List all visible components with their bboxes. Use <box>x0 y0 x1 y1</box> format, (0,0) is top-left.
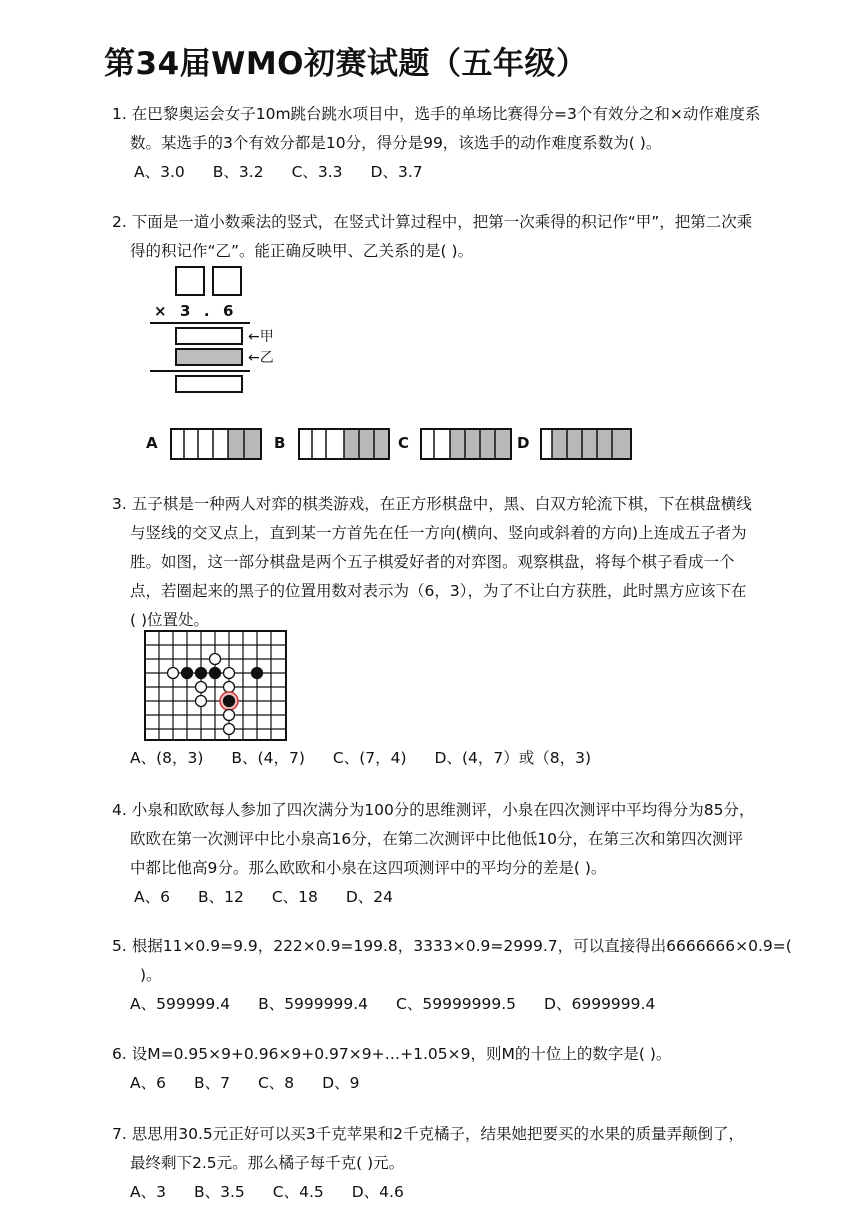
question-5 <box>112 932 792 1018</box>
label-jia: ←甲 <box>248 329 274 345</box>
question-text: 7. 思思用30.5元正好可以买3千克苹果和2千克橘子，结果她把要买的水果的质量弄颠倒了， <box>112 1125 744 1143</box>
question-text: 数。某选手的3个有效分都是10分，得分是99，该选手的动作难度系数为( )。 <box>130 134 662 152</box>
option-d[interactable]: D、6999999.4 <box>544 995 656 1013</box>
option-b[interactable]: B、5999999.4 <box>258 995 369 1013</box>
white-stone <box>224 682 235 693</box>
option-a[interactable]: A、6 <box>134 888 170 906</box>
question-text: )。 <box>140 966 162 984</box>
options <box>130 744 810 772</box>
option-d[interactable]: D、9 <box>322 1074 360 1092</box>
choice-label-c[interactable]: C <box>398 434 410 452</box>
option-d[interactable]: D、4.6 <box>351 1183 404 1201</box>
options <box>112 883 792 911</box>
option-b[interactable]: B、3.5 <box>193 1183 245 1201</box>
bar-option-c[interactable] <box>420 428 512 460</box>
option-a[interactable]: A、6 <box>130 1074 166 1092</box>
option-c[interactable]: C、3.3 <box>291 163 343 181</box>
question-3 <box>112 490 792 635</box>
options <box>112 990 792 1018</box>
option-c[interactable]: C、(7，4) <box>332 749 407 767</box>
option-b[interactable]: B、3.2 <box>212 163 264 181</box>
question-text: 4. 小泉和欧欧每人参加了四次满分为100分的思维测评，小泉在四次测评中平均得分为85分， <box>112 801 755 819</box>
result-box <box>175 375 243 393</box>
multiplier: × 3 . 6 <box>154 302 235 320</box>
question-text: 3. 五子棋是一种两人对弈的棋类游戏，在正方形棋盘中，黑、白双方轮流下棋，下在棋盘横线 <box>112 495 752 513</box>
white-stone <box>224 668 235 679</box>
question-text: 最终剩下2.5元。那么橘子每千克( )元。 <box>130 1154 405 1172</box>
white-stone <box>224 724 235 735</box>
options <box>112 158 792 186</box>
question-text: 6. 设M=0.95×9+0.96×9+0.97×9+…+1.05×9，则M的十位上的数字是( )。 <box>112 1045 672 1063</box>
option-a[interactable]: A、3.0 <box>134 163 185 181</box>
option-c[interactable]: C、8 <box>257 1074 295 1092</box>
options <box>112 1178 792 1206</box>
option-b[interactable]: B、(4，7) <box>231 749 305 767</box>
choice-label-a[interactable]: A <box>146 434 158 452</box>
choice-label-b[interactable]: B <box>274 434 286 452</box>
page-title: 第34届WMO初赛试题（五年级） <box>104 46 588 82</box>
choice-label-d[interactable]: D <box>517 434 530 452</box>
product-jia-box <box>175 327 243 345</box>
question-text: 欧欧在第一次测评中比小泉高16分，在第二次测评中比他低10分，在第三次和第四次测评 <box>130 830 743 848</box>
option-a[interactable]: A、3 <box>130 1183 166 1201</box>
bar-option-a[interactable] <box>170 428 262 460</box>
white-stone <box>196 696 207 707</box>
question-2 <box>112 208 792 266</box>
option-d[interactable]: D、24 <box>345 888 394 906</box>
question-4 <box>112 796 792 911</box>
white-stone <box>224 710 235 721</box>
question-text: 胜。如图，这一部分棋盘是两个五子棋爱好者的对弈图。观察棋盘，将每个棋子看成一个 <box>130 553 735 571</box>
white-stone <box>168 668 179 679</box>
option-b[interactable]: B、7 <box>193 1074 230 1092</box>
divider-line <box>150 322 250 324</box>
black-stone <box>196 668 207 679</box>
product-yi-box <box>175 348 243 366</box>
white-stone <box>210 654 221 665</box>
black-stone <box>182 668 193 679</box>
question-3-options <box>130 744 810 772</box>
option-a[interactable]: A、(8，3) <box>130 749 204 767</box>
option-c[interactable]: C、18 <box>271 888 318 906</box>
question-text: 中都比他高9分。那么欧欧和小泉在这四项测评中的平均分的差是( )。 <box>130 859 607 877</box>
options <box>112 1069 792 1097</box>
circled-black-stone <box>220 692 238 710</box>
black-stone <box>252 668 263 679</box>
bar-option-d[interactable] <box>540 428 632 460</box>
divider-line <box>150 370 250 372</box>
question-1 <box>112 100 792 186</box>
question-text: ( )位置处。 <box>130 611 210 629</box>
question-text: 与竖线的交叉点上，直到某一方首先在任一方向(横向、竖向或斜着的方向)上连成五子者为 <box>130 524 747 542</box>
question-text: 5. 根据11×0.9=9.9，222×0.9=199.8，3333×0.9=2999.7，可以直接得出6666666×0.9=( <box>112 937 792 955</box>
option-c[interactable]: C、4.5 <box>272 1183 324 1201</box>
option-d[interactable]: D、(4，7）或（8，3) <box>434 749 591 767</box>
bar-option-b[interactable] <box>298 428 390 460</box>
gomoku-board <box>144 630 288 742</box>
question-7 <box>112 1120 792 1206</box>
option-c[interactable]: C、59999999.5 <box>396 995 517 1013</box>
digit-box <box>212 266 242 296</box>
option-d[interactable]: D、3.7 <box>370 163 423 181</box>
black-stone <box>210 668 221 679</box>
white-stone <box>196 682 207 693</box>
question-text: 2. 下面是一道小数乘法的竖式，在竖式计算过程中，把第一次乘得的积记作“甲”，把第二次乘 <box>112 213 753 231</box>
question-text: 得的积记作“乙”。能正确反映甲、乙关系的是( )。 <box>130 242 474 260</box>
option-a[interactable]: A、599999.4 <box>130 995 231 1013</box>
question-text: 点，若圈起来的黑子的位置用数对表示为（6，3），为了不让白方获胜，此时黑方应该下在 <box>130 582 747 600</box>
question-6 <box>112 1040 792 1097</box>
option-b[interactable]: B、12 <box>197 888 244 906</box>
question-text: 1. 在巴黎奥运会女子10m跳台跳水项目中，选手的单场比赛得分=3个有效分之和×动作难度系 <box>112 105 761 123</box>
digit-box <box>175 266 205 296</box>
label-yi: ←乙 <box>248 350 274 366</box>
